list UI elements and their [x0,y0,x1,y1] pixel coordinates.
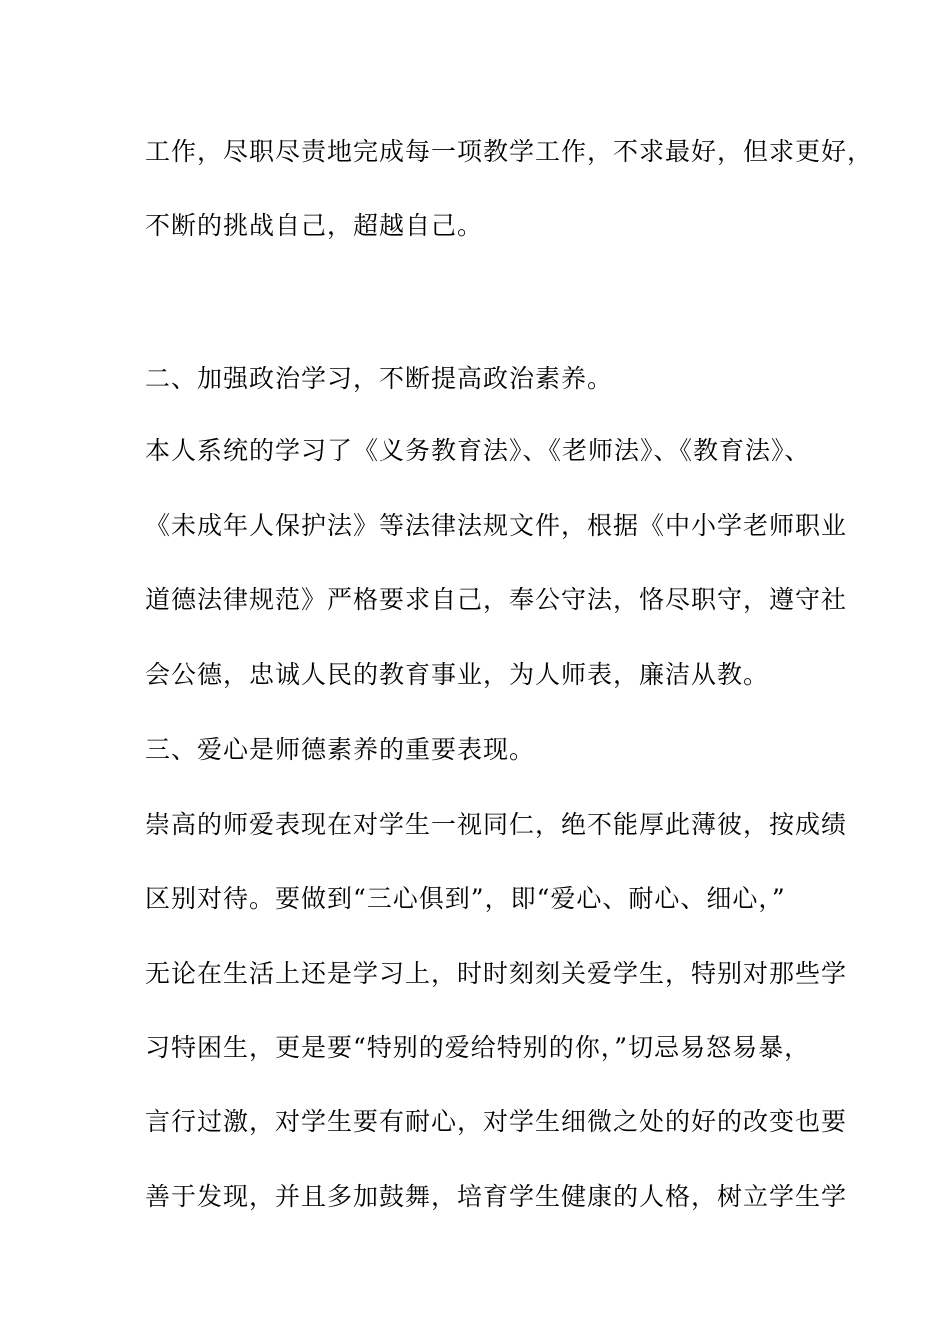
text-line-1: 工作，尽职尽责地完成每一项教学工作，不求最好，但求更好， [145,137,874,166]
text-line-5: 《未成年人保护法》等法律法规文件，根据《中小学老师职业 [145,511,848,540]
section-heading-3: 三、爱心是师德素养的重要表现。 [145,735,536,764]
text-line-9: 崇高的师爱表现在对学生一视同仁，绝不能厚此薄彼，按成绩 [145,810,848,839]
section-heading-2: 二、加强政治学习，不断提高政治素养。 [145,364,614,393]
text-line-13: 言行过激，对学生要有耐心，对学生细微之处的好的改变也要 [145,1107,848,1136]
text-line-6: 道德法律规范》严格要求自己，奉公守法，恪尽职守，遵守社 [145,585,848,614]
text-line-4: 本人系统的学习了《义务教育法》、《老师法》、《教育法》、 [145,436,811,465]
text-line-11: 无论在生活上还是学习上，时时刻刻关爱学生，特别对那些学 [145,959,848,988]
text-line-2: 不断的挑战自己，超越自己。 [145,211,484,240]
text-line-10: 区别对待。要做到“三心俱到”，即“爱心、耐心、细心，” [145,884,786,913]
text-line-7: 会公德，忠诚人民的教育事业，为人师表，廉洁从教。 [145,660,770,689]
text-line-12: 习特困生，更是要“特别的爱给特别的你，”切忌易怒易暴， [145,1033,811,1062]
text-line-14: 善于发现，并且多加鼓舞，培育学生健康的人格，树立学生学 [145,1182,848,1211]
